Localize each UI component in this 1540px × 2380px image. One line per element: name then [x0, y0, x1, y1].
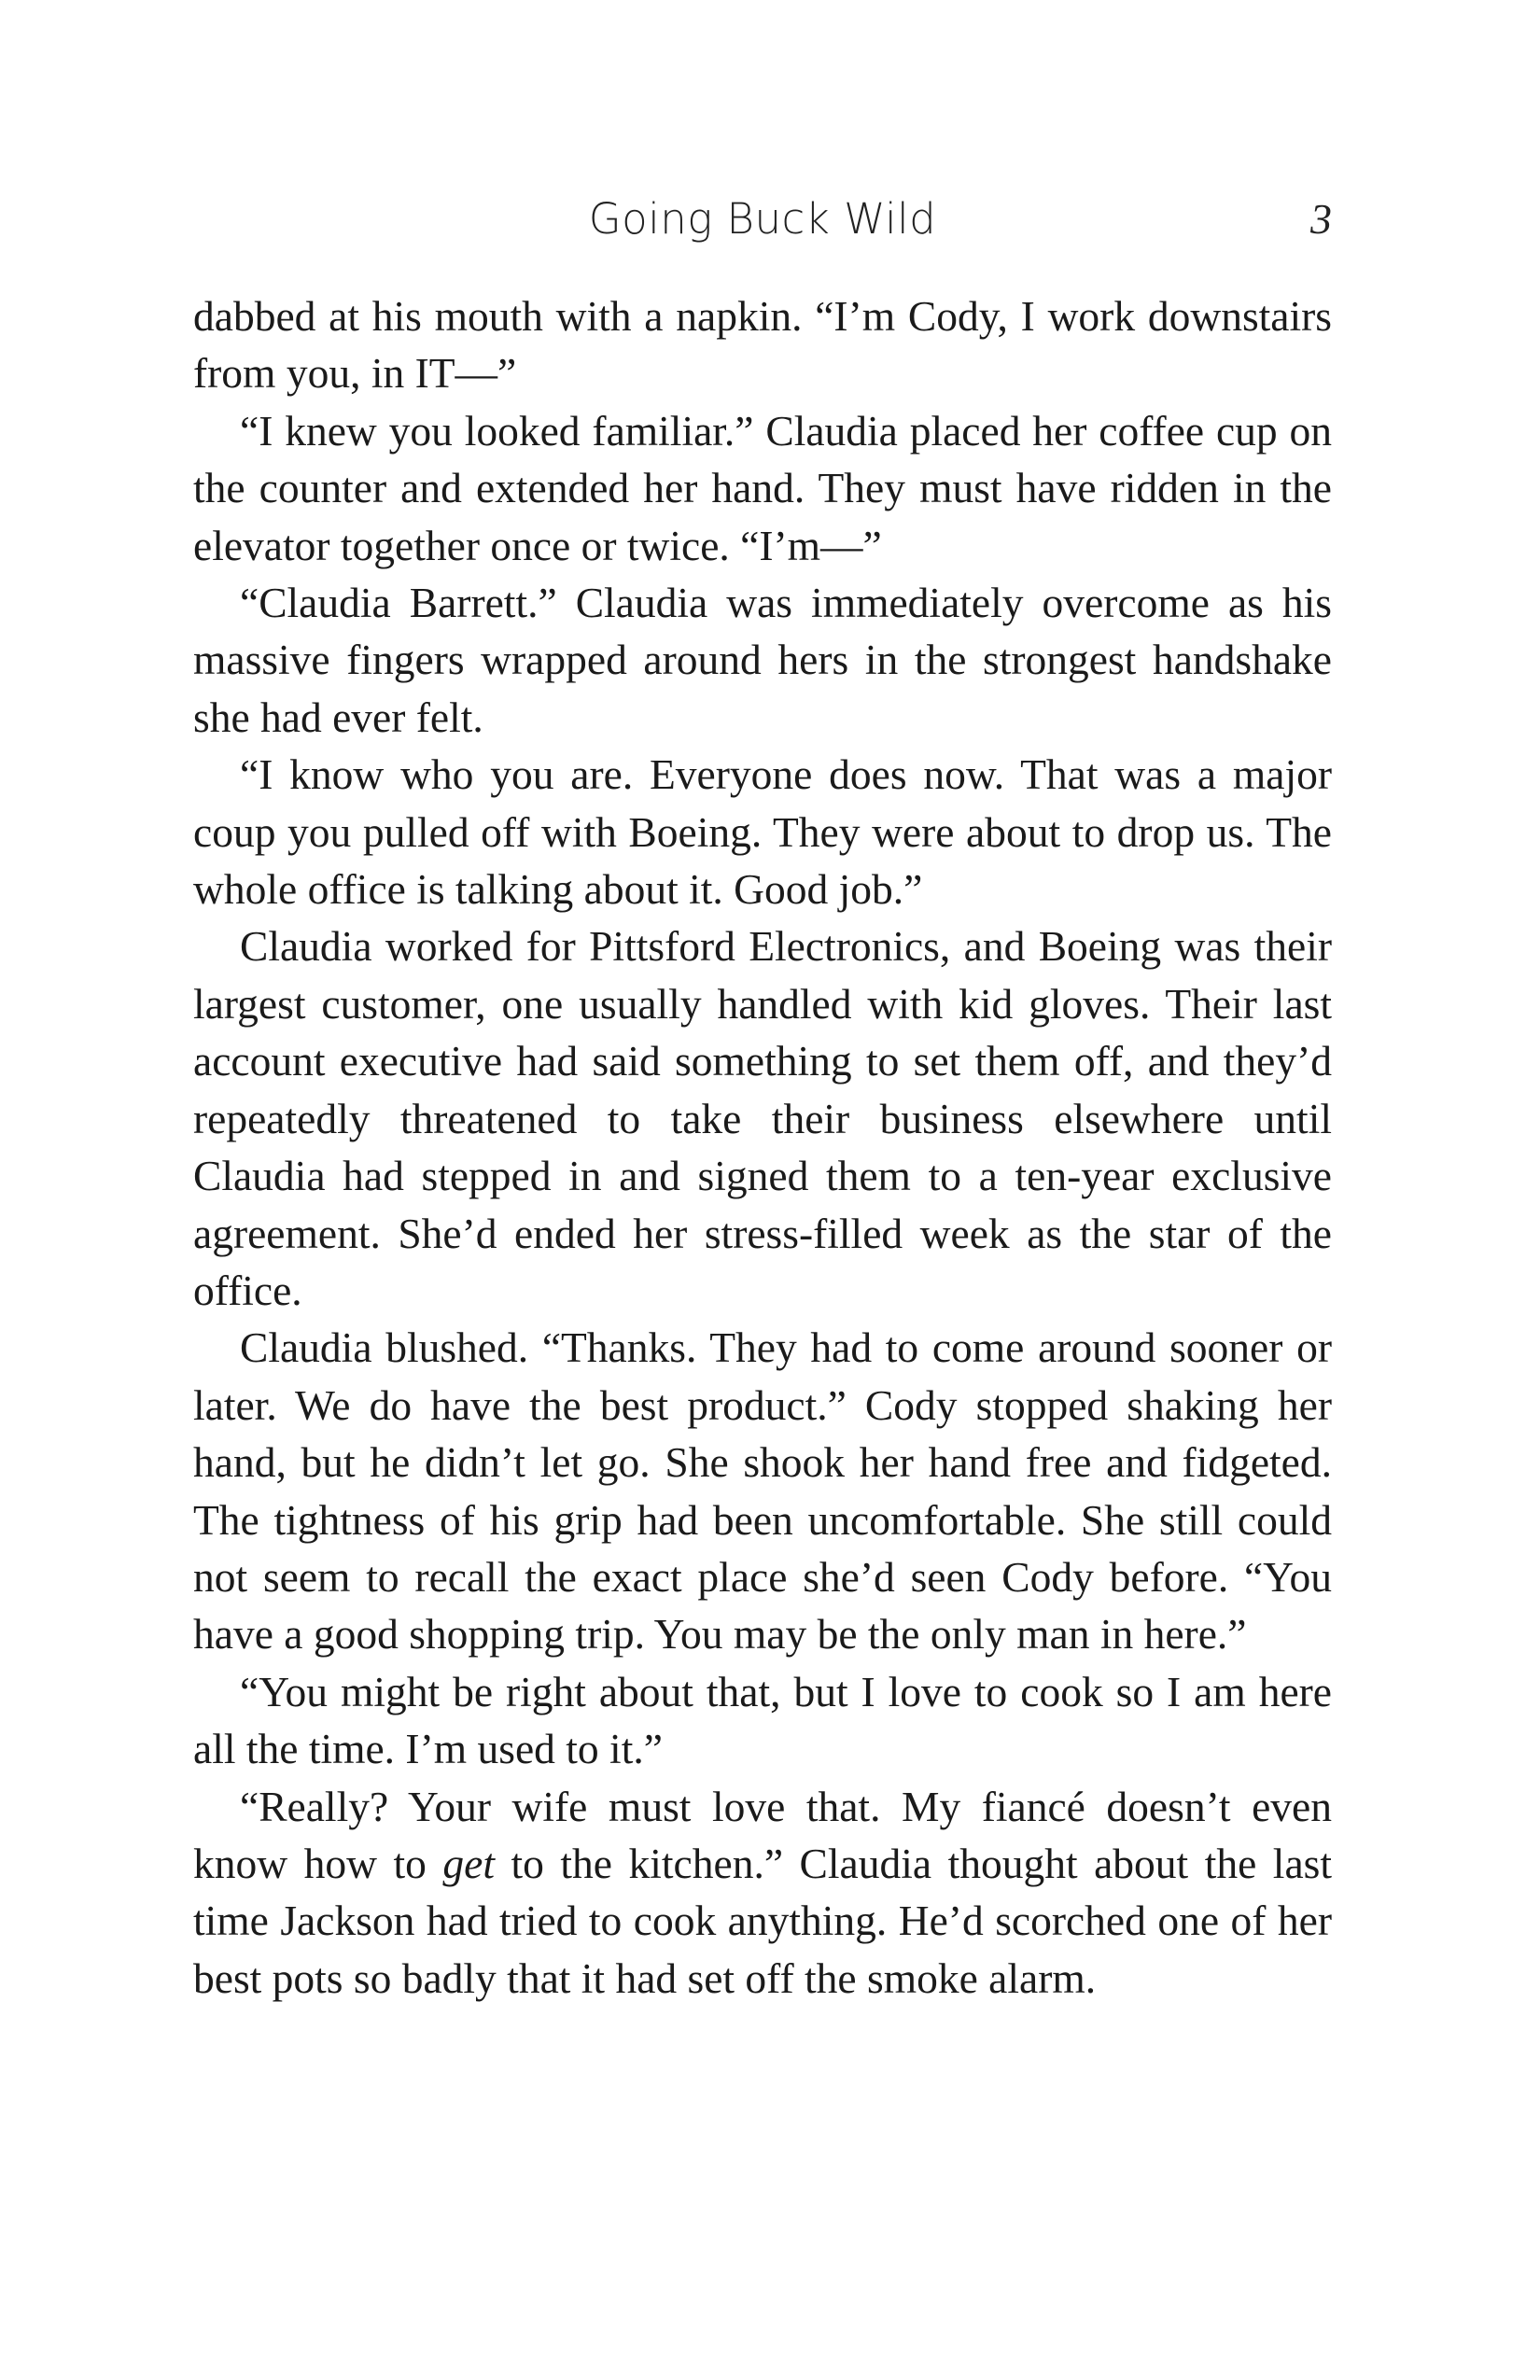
page-number: 3	[1310, 195, 1332, 243]
body-text	[193, 287, 1332, 2007]
emphasized-word: get	[442, 1839, 495, 1887]
running-header	[193, 194, 1332, 250]
paragraph-text: to the kitchen.” Claudia thought about the last time Jackson had tried to cook anything. He’d scorched one of her best pots so badly that it had set off the smoke alarm.	[193, 1839, 1332, 2002]
paragraph: Claudia worked for Pittsford Electronics, and Boeing was their largest customer, one usually handled with kid gloves. Their last account executive had said something to set them off, and they’d repeatedly threatened to take their business elsewhere until Claudia had stepped in and signed them to a ten-year exclusive agreement. She’d ended her stress-filled week as the star of the office.	[193, 922, 1332, 1314]
paragraph: dabbed at his mouth with a napkin. “I’m Cody, I work downstairs from you, in IT—”	[193, 292, 1332, 398]
paragraph: Claudia blushed. “Thanks. They had to come around sooner or later. We do have the best product.” Cody stopped shaking her hand, but he didn’t let go. She shook her hand free and fidgeted. The tightness of his grip had been uncomfortable. She still could not seem to recall the exact place she’d seen Cody before. “You have a good shopping trip. You may be the only man in here.”	[193, 1323, 1332, 1659]
paragraph	[193, 1778, 1332, 2008]
running-title: Going Buck Wild	[588, 194, 937, 244]
paragraph: “You might be right about that, but I love to cook so I am here all the time. I’m used to it.”	[193, 1667, 1332, 1773]
paragraph: “I knew you looked familiar.” Claudia placed her coffee cup on the counter and extended her hand. They must have ridden in the elevator together once or twice. “I’m—”	[193, 406, 1332, 569]
paragraph: “I know who you are. Everyone does now. That was a major coup you pulled off with Boeing. They were about to drop us. The whole office is talking about it. Good job.”	[193, 750, 1332, 914]
paragraph: “Claudia Barrett.” Claudia was immediately overcome as his massive fingers wrapped around hers in the strongest handshake she had ever felt.	[193, 579, 1332, 741]
paragraph-text: “Really? Your wife must love that. My fiancé doesn’t even know how to	[193, 1782, 1332, 1887]
